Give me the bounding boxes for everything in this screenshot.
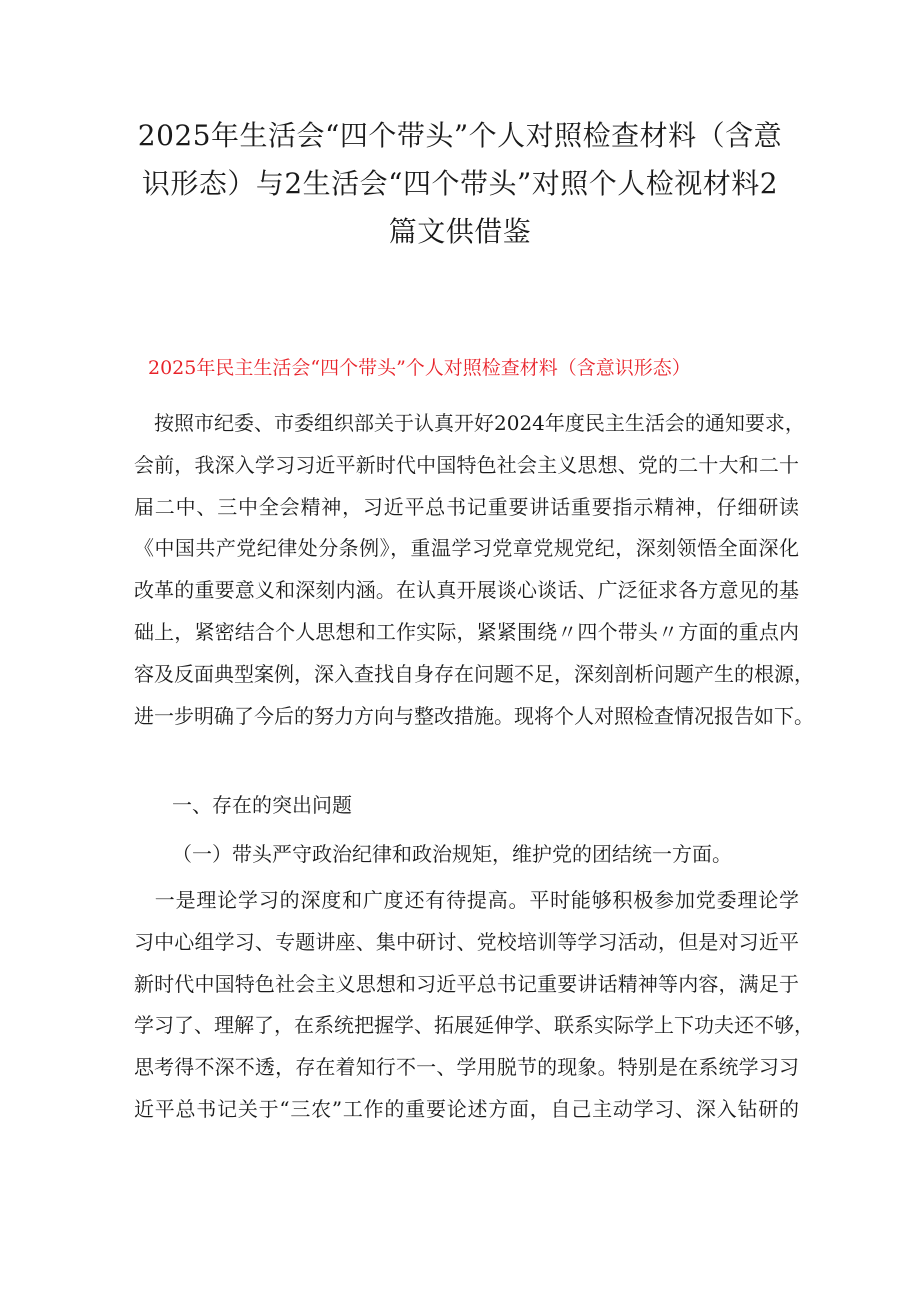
- paragraph-line: 础上，紧密结合个人思想和工作实际，紧紧围绕〃四个带头〃方面的重点内: [134, 619, 799, 644]
- paragraph-line: 进一步明确了今后的努力方向与整改措施。现将个人对照检查情况报告如下。: [134, 703, 814, 728]
- paragraph-line: 届二中、三中全会精神，习近平总书记重要讲话重要指示精神，仔细研读: [134, 494, 799, 519]
- title-line-1: 2025年生活会“四个带头”个人对照检查材料（含意: [137, 119, 783, 152]
- heading-level-one: 一、存在的突出问题: [172, 793, 352, 817]
- paragraph-line: 《中国共产党纪律处分条例》，重温学习党章党规党纪，深刻领悟全面深化: [134, 536, 799, 561]
- paragraph-line: 一是理论学习的深度和广度还有待提高。平时能够积极参加党委理论学: [134, 888, 799, 912]
- paragraph-line: 学习了、理解了，在系统把握学、拓展延伸学、联系实际学上下功夫还不够，: [134, 1013, 814, 1038]
- section-heading: 2025年民主生活会“四个带头”个人对照检查材料（含意识形态）: [148, 357, 691, 379]
- paragraph-intro: [134, 403, 814, 737]
- paragraph-line: 新时代中国特色社会主义思想和习近平总书记重要讲话精神等内容，满足于: [134, 971, 799, 996]
- title-line-3: 篇文供借鉴: [388, 215, 532, 248]
- paragraph-line: 按照市纪委、市委组织部关于认真开好2024年度民主生活会的通知要求，: [134, 411, 805, 435]
- paragraph-line: 会前，我深入学习习近平新时代中国特色社会主义思想、党的二十大和二十: [134, 452, 799, 477]
- title-line-2: 识形态）与2生活会“四个带头”对照个人检视材料2: [141, 167, 779, 200]
- document-title: [130, 112, 790, 256]
- paragraph-line: 近平总书记关于“三农”工作的重要论述方面，自己主动学习、深入钻研的: [134, 1096, 799, 1121]
- paragraph-line: 改革的重要意义和深刻内涵。在认真开展谈心谈话、广泛征求各方意见的基: [134, 578, 799, 603]
- paragraph-line: 习中心组学习、专题讲座、集中研讨、党校培训等学习活动，但是对习近平: [134, 929, 799, 954]
- paragraph-line: 思考得不深不透，存在着知行不一、学用脱节的现象。特别是在系统学习习: [134, 1055, 799, 1080]
- paragraph-line: 容及反面典型案例，深入查找自身存在问题不足，深刻剖析问题产生的根源，: [134, 661, 814, 686]
- heading-level-two: （一）带头严守政治纪律和政治规矩，维护党的团结统一方面。: [172, 842, 732, 866]
- paragraph-theory-study: [134, 880, 814, 1131]
